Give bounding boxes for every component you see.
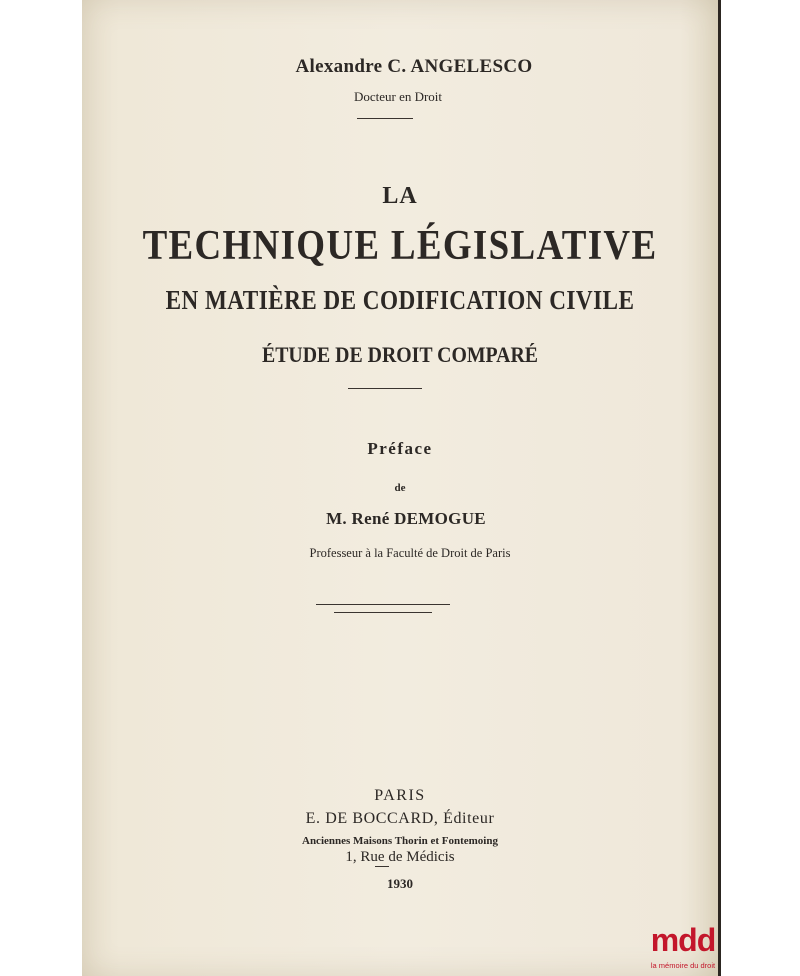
publisher-name: E. DE BOCCARD, Éditeur [305, 810, 495, 827]
book-subtitle-2: ÉTUDE DE DROIT COMPARÉ [262, 342, 538, 367]
divider-double-top [316, 604, 450, 605]
mdd-logo [648, 921, 718, 976]
preface-label: Préface [367, 439, 433, 458]
author-name: Alexandre C. ANGELESCO [295, 56, 533, 77]
logo-wordmark: mdd [650, 922, 716, 958]
title-article: LA [382, 183, 418, 209]
book-title: TECHNIQUE LÉGISLATIVE [142, 223, 658, 269]
divider-author [357, 118, 413, 119]
title-page [82, 0, 718, 976]
logo-tagline: la mémoire du droit [650, 961, 716, 970]
publication-year: 1930 [387, 876, 413, 891]
book-subtitle: EN MATIÈRE DE CODIFICATION CIVILE [165, 285, 635, 315]
publisher-former-houses: Anciennes Maisons Thorin et Fontemoing [302, 835, 498, 847]
divider-double-bottom [334, 612, 432, 613]
page-edge [718, 0, 721, 976]
publication-city: PARIS [374, 787, 426, 804]
prefacer-name: M. René DEMOGUE [326, 509, 486, 528]
prefacer-title: Professeur à la Faculté de Droit de Paris [309, 546, 511, 560]
author-title: Docteur en Droit [353, 89, 443, 104]
preface-by: de [394, 482, 406, 494]
year-dash [375, 866, 389, 867]
publisher-address: 1, Rue de Médicis [345, 849, 455, 865]
divider-title [348, 388, 422, 389]
